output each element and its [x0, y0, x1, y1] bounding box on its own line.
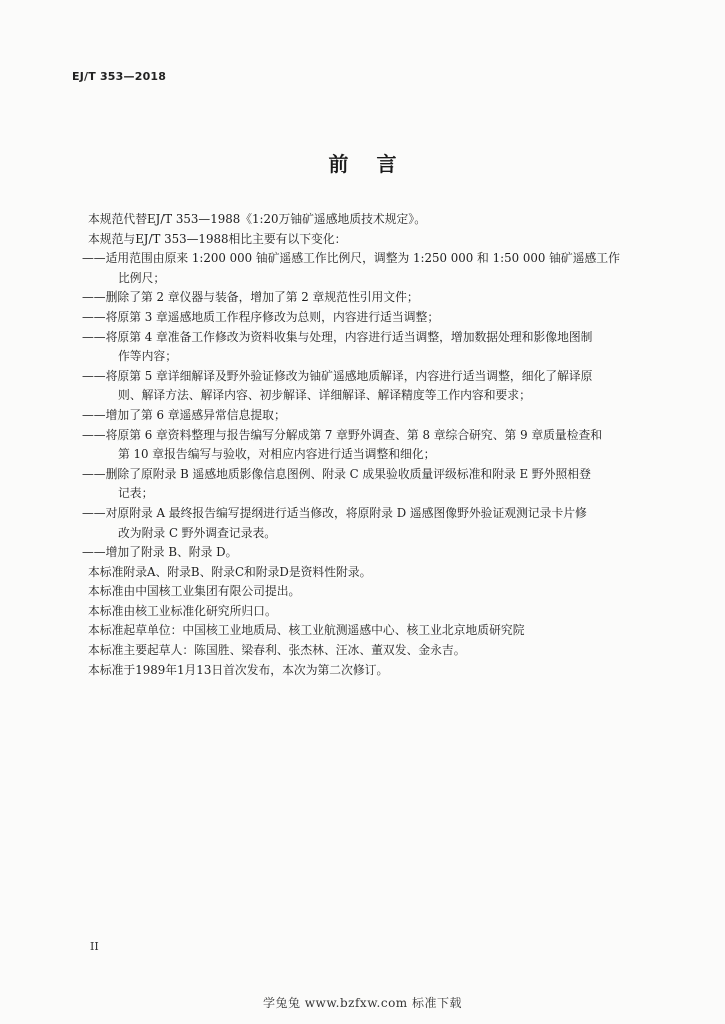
standard-code-header: EJ/T 353—2018 — [72, 70, 167, 83]
page-title: 前言 — [328, 152, 425, 176]
list-item-line2: 作等内容； — [118, 349, 177, 364]
list-item-line2: 则、解译方法、解译内容、初步解译、详细解译、解译精度等工作内容和要求； — [118, 388, 531, 403]
list-item-line1: ——增加了附录 B、附录 D。 — [82, 545, 238, 560]
proposer-paragraph: 本标准由中国核工业集团有限公司提出。 — [88, 584, 301, 599]
list-item — [82, 504, 654, 543]
list-item-line1: ——删除了原附录 B 遥感地质影像信息图例、附录 C 成果验收质量评级标准和附录 E 野外照相登 — [82, 466, 591, 481]
intro-paragraph-replaces: 本规范代替EJ/T 353—1988《1:20万铀矿遥感地质技术规定》。 — [88, 212, 427, 226]
list-item — [82, 367, 654, 406]
list-item — [82, 406, 654, 426]
list-item-line2: 比例尺； — [118, 270, 166, 285]
list-item — [82, 465, 654, 504]
list-item-line1: ——删除了第 2 章仪器与装备，增加了第 2 章规范性引用文件； — [82, 290, 419, 305]
list-item-line1: ——将原第 4 章准备工作修改为资料收集与处理，内容进行适当调整，增加数据处理和影像地图制 — [82, 329, 593, 344]
list-item-line1: ——将原第 5 章详细解译及野外验证修改为铀矿遥感地质解译，内容进行适当调整，细化了解译原 — [82, 368, 593, 383]
list-item — [82, 543, 654, 563]
list-item-line1: ——将原第 3 章遥感地质工作程序修改为总则，内容进行适当调整； — [82, 309, 440, 324]
list-item-line1: ——增加了第 6 章遥感异常信息提取； — [82, 407, 286, 422]
intro-paragraph-changes: 本规范与EJ/T 353—1988相比主要有以下变化： — [88, 231, 347, 246]
list-item-line1: ——将原第 6 章资料整理与报告编写分解成第 7 章野外调查、第 8 章综合研究、第 9 章质量检查和 — [82, 427, 603, 442]
list-item-line2: 记表； — [118, 486, 154, 501]
appendix-note-paragraph: 本标准附录A、附录B、附录C和附录D是资料性附录。 — [88, 564, 372, 579]
changes-list — [82, 249, 654, 563]
footer-watermark: 学兔兔 www.bzfxw.com 标准下载 — [262, 996, 463, 1010]
list-item — [82, 249, 654, 288]
list-item — [82, 328, 654, 367]
list-item — [82, 288, 654, 308]
drafting-units-paragraph: 本标准起草单位：中国核工业地质局、核工业航测遥感中心、核工业北京地质研究院 — [88, 623, 525, 638]
list-item-line2: 第 10 章报告编写与验收，对相应内容进行适当调整和细化； — [118, 447, 436, 462]
page-number: II — [90, 940, 99, 953]
list-item — [82, 308, 654, 328]
drafters-paragraph: 本标准主要起草人：陈国胜、梁春利、张杰林、汪冰、董双发、金永吉。 — [88, 643, 466, 658]
publication-history-paragraph: 本标准于1989年1月13日首次发布，本次为第二次修订。 — [88, 662, 389, 677]
list-item — [82, 426, 654, 465]
list-item-line1: ——对原附录 A 最终报告编写提纲进行适当修改，将原附录 D 遥感图像野外验证观测记录卡片修 — [82, 505, 587, 520]
list-item-line2: 改为附录 C 野外调查记录表。 — [118, 525, 277, 540]
list-item-line1: ——适用范围由原来 1:200 000 铀矿遥感工作比例尺，调整为 1:250 000 和 1:50 000 铀矿遥感工作 — [82, 251, 620, 266]
administrator-paragraph: 本标准由核工业标准化研究所归口。 — [88, 603, 277, 618]
foreword-body — [82, 210, 654, 680]
